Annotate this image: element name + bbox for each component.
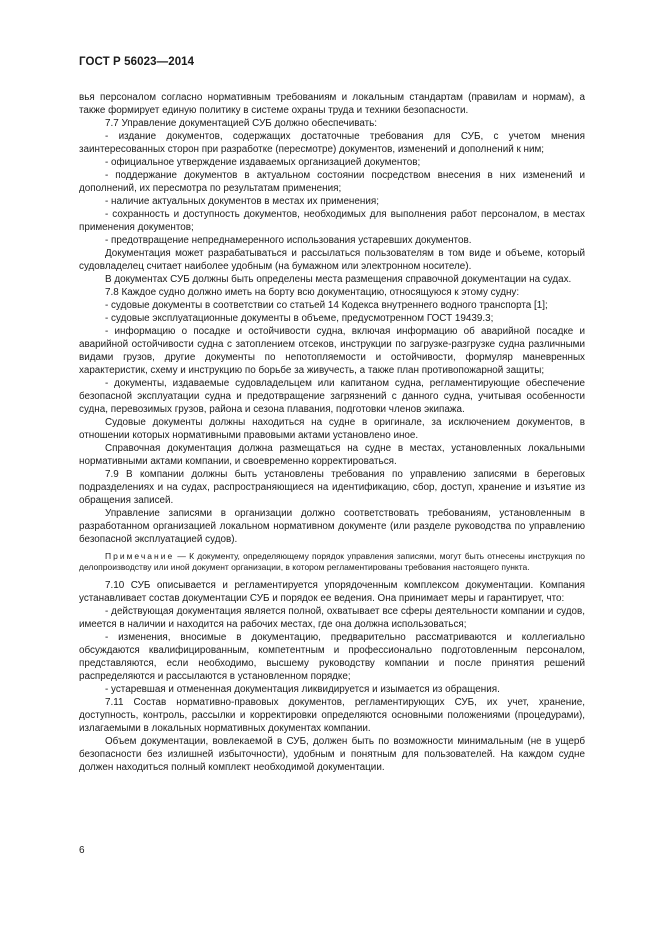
paragraph: Управление записями в организации должно соответствовать требованиям, установленным в разработанном организацией локальном нормативном документе (или разделе руководства по управлению безопасной эксплуатацией судов). bbox=[79, 508, 585, 545]
paragraph: Объем документации, вовлекаемой в СУБ, должен быть по возможности минимальным (не в ущерб безопасности без излишней избыточности), удобным и понятным для пользователей. На каждом судне должен находиться полный комплект необходимой документации. bbox=[79, 736, 585, 773]
list-item: - судовые документы в соответствии со статьей 14 Кодекса внутреннего водного транспорта [1]; bbox=[105, 300, 548, 311]
paragraph: 7.8 Каждое судно должно иметь на борту всю документацию, относящуюся к этому судну: bbox=[105, 287, 520, 298]
list-item: - информацию о посадке и остойчивости судна, включая информацию об аварийной посадке и аварийной остойчивости судна с затоплением отсеков, инструкции по загрузке-разгрузке судна различными видами грузов, другие документы по непотопляемости и остойчивости, формуляр маневренных характеристик, схему и инструкцию по борьбе за живучесть, а также план противопожарной защиты; bbox=[79, 326, 585, 376]
paragraph: Справочная документация должна размещаться на судне в местах, установленных локальными нормативными актами компании, и своевременно корректироваться. bbox=[79, 443, 585, 467]
list-item: - сохранность и доступность документов, необходимых для выполнения работ персоналом, в местах применения документов; bbox=[79, 209, 585, 233]
list-item: - документы, издаваемые судовладельцем или капитаном судна, регламентирующие обеспечение безопасной эксплуатации судна и предотвращение загрязнений с данного судна, учитывая особенности судна, перевозимых грузов, района и сезона плавания, подготовки членов экипажа. bbox=[79, 378, 585, 415]
paragraph: 7.9 В компании должны быть установлены требования по управлению записями в береговых подразделениях и на судах, распространяющиеся на идентификацию, сбор, доступ, хранение и изъятие из обращения записей. bbox=[79, 469, 585, 506]
list-item: - устаревшая и отмененная документация ликвидируется и изымается из обращения. bbox=[105, 684, 500, 695]
list-item: - наличие актуальных документов в местах их применения; bbox=[105, 196, 379, 207]
note-text: — К документу, определяющему порядок управления записями, могут быть отнесены инструкция по делопроизводству или иной документ организации, в котором регламентированы требования настоящего пункта. bbox=[79, 551, 585, 572]
list-item: - официальное утверждение издаваемых организацией документов; bbox=[105, 157, 421, 168]
paragraph: Судовые документы должны находиться на судне в оригинале, за исключением документов, в отношении которых нормативными правовыми актами установлено иное. bbox=[79, 417, 585, 441]
note-label: Примечание bbox=[105, 551, 175, 561]
list-item: - предотвращение непреднамеренного использования устаревших документов. bbox=[105, 235, 472, 246]
list-item: - судовые эксплуатационные документы в объеме, предусмотренном ГОСТ 19439.3; bbox=[105, 313, 494, 324]
page-number: 6 bbox=[79, 845, 85, 856]
paragraph: В документах СУБ должны быть определены места размещения справочной документации на судах. bbox=[105, 274, 572, 285]
paragraph: 7.7 Управление документацией СУБ должно обеспечивать: bbox=[105, 118, 378, 129]
paragraph: вья персоналом согласно нормативным требованиям и локальным стандартам (правилам и нормам), а также формирует единую политику в системе охраны труда и техники безопасности. bbox=[79, 92, 585, 116]
paragraph: Документация может разрабатываться и рассылаться пользователям в том виде и объеме, который судовладелец считает наиболее удобным (на бумажном или электронном носителе). bbox=[79, 248, 585, 272]
document-body bbox=[79, 91, 585, 774]
document-header: ГОСТ Р 56023—2014 bbox=[79, 56, 195, 68]
list-item: - действующая документация является полной, охватывает все сферы деятельности компании и судов, имеется в наличии и находится на рабочих местах, где она должна использоваться; bbox=[79, 606, 585, 630]
list-item: - изменения, вносимые в документацию, предварительно рассматриваются и коллегиально обсуждаются квалифицированным, компетентным и профессионально подготовленным персоналом, представляются, если необходимо, высшему руководству компании и после принятия решений распределяются и рассылаются в установленном порядке; bbox=[79, 632, 585, 682]
list-item: - поддержание документов в актуальном состоянии посредством внесения в них изменений и дополнений, их пересмотра по результатам применения; bbox=[79, 170, 585, 194]
note bbox=[79, 551, 585, 573]
paragraph: 7.10 СУБ описывается и регламентируется упорядоченным комплексом документации. Компания устанавливает состав документации СУБ и порядок ее ведения. Она принимает меры и гарантирует, что: bbox=[79, 580, 585, 604]
paragraph: 7.11 Состав нормативно-правовых документов, регламентирующих СУБ, их учет, хранение, доступность, контроль, рассылки и корректировки определяются основными положениями (процедурами), излагаемыми в локальных нормативных документах компании. bbox=[79, 697, 585, 734]
list-item: - издание документов, содержащих достаточные требования для СУБ, с учетом мнения заинтересованных сторон при разработке (пересмотре) документов, изменений и дополнений к ним; bbox=[79, 131, 585, 155]
